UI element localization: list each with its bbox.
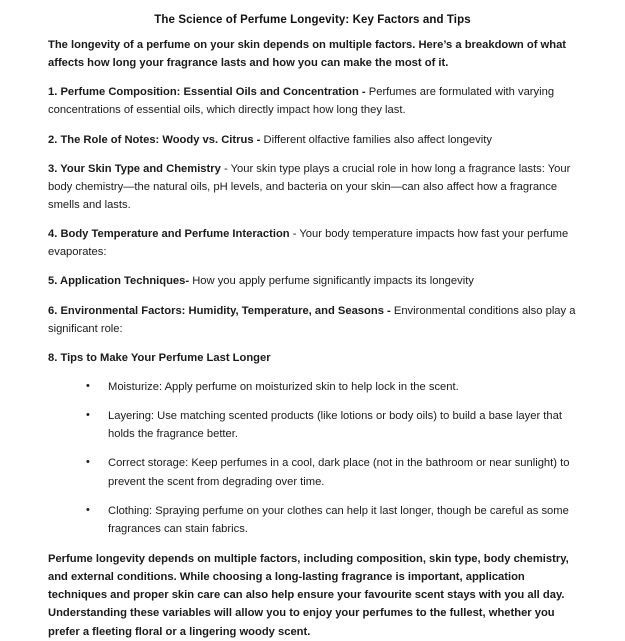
section-heading-6: 6. Environmental Factors: Humidity, Temperature, and Seasons - [48,304,391,317]
section-heading-2: 2. The Role of Notes: Woody vs. Citrus - [48,133,261,146]
section-heading-4: 4. Body Temperature and Perfume Interaction [48,228,290,241]
section-body-2: Different olfactive families also affect longevity [260,133,492,146]
section-paragraph-4 [48,225,577,261]
section-body-5: How you apply perfume significantly impacts its longevity [189,275,474,288]
tips-list [48,378,577,538]
section-heading-7: 8. Tips to Make Your Perfume Last Longer [48,351,271,364]
list-item: • Moisturize: Apply perfume on moisturized skin to help lock in the scent. [86,378,577,396]
conclusion-paragraph: Perfume longevity depends on multiple factors, including composition, skin type, body chemistry, and external conditions. While choosing a long-lasting fragrance is important, application techniques and proper skin care can also help ensure your favourite scent stays with you all day. Understanding these variables will allow you to enjoy your perfumes to the fullest, whether you prefer a fleeting floral or a lingering woody scent. [48,552,569,638]
section-body-3: - Your skin type plays a crucial role in how long a fragrance lasts: Your body chemistry—the natural oils, pH levels, and bacteria on your skin—can also affect how a fragrance smells and lasts. [48,162,571,211]
list-item: • Correct storage: Keep perfumes in a cool, dark place (not in the bathroom or near sunlight) to prevent the scent from degrading over time. [86,454,577,490]
section-heading-5: 5. Application Techniques- [48,275,190,288]
page-title: The Science of Perfume Longevity: Key Factors and Tips [154,14,471,26]
list-item: • Layering: Use matching scented products (like lotions or body oils) to build a base layer that holds the fragrance better. [86,407,577,443]
list-item: • Clothing: Spraying perfume on your clothes can help it last longer, though be careful as some fragrances can stain fabrics. [86,502,577,538]
section-heading-1: 1. Perfume Composition: Essential Oils and Concentration - [48,86,366,99]
section-paragraph-7 [48,349,577,367]
section-paragraph-1 [48,83,577,119]
intro-paragraph: The longevity of a perfume on your skin depends on multiple factors. Here’s a breakdown of what affects how long your fragrance lasts and how you can make the most of it. [48,39,567,70]
section-heading-3: 3. Your Skin Type and Chemistry [48,162,221,175]
section-body-6: Environmental conditions also play a significant role: [48,304,576,335]
section-paragraph-2 [48,131,577,149]
section-body-4: - Your body temperature impacts how fast your perfume evaporates: [48,228,569,259]
section-body-1: Perfumes are formulated with varying concentrations of essential oils, which directly impact how long they last. [48,86,555,117]
section-paragraph-3 [48,160,577,214]
section-paragraph-5 [48,272,577,290]
section-paragraph-6 [48,302,577,338]
